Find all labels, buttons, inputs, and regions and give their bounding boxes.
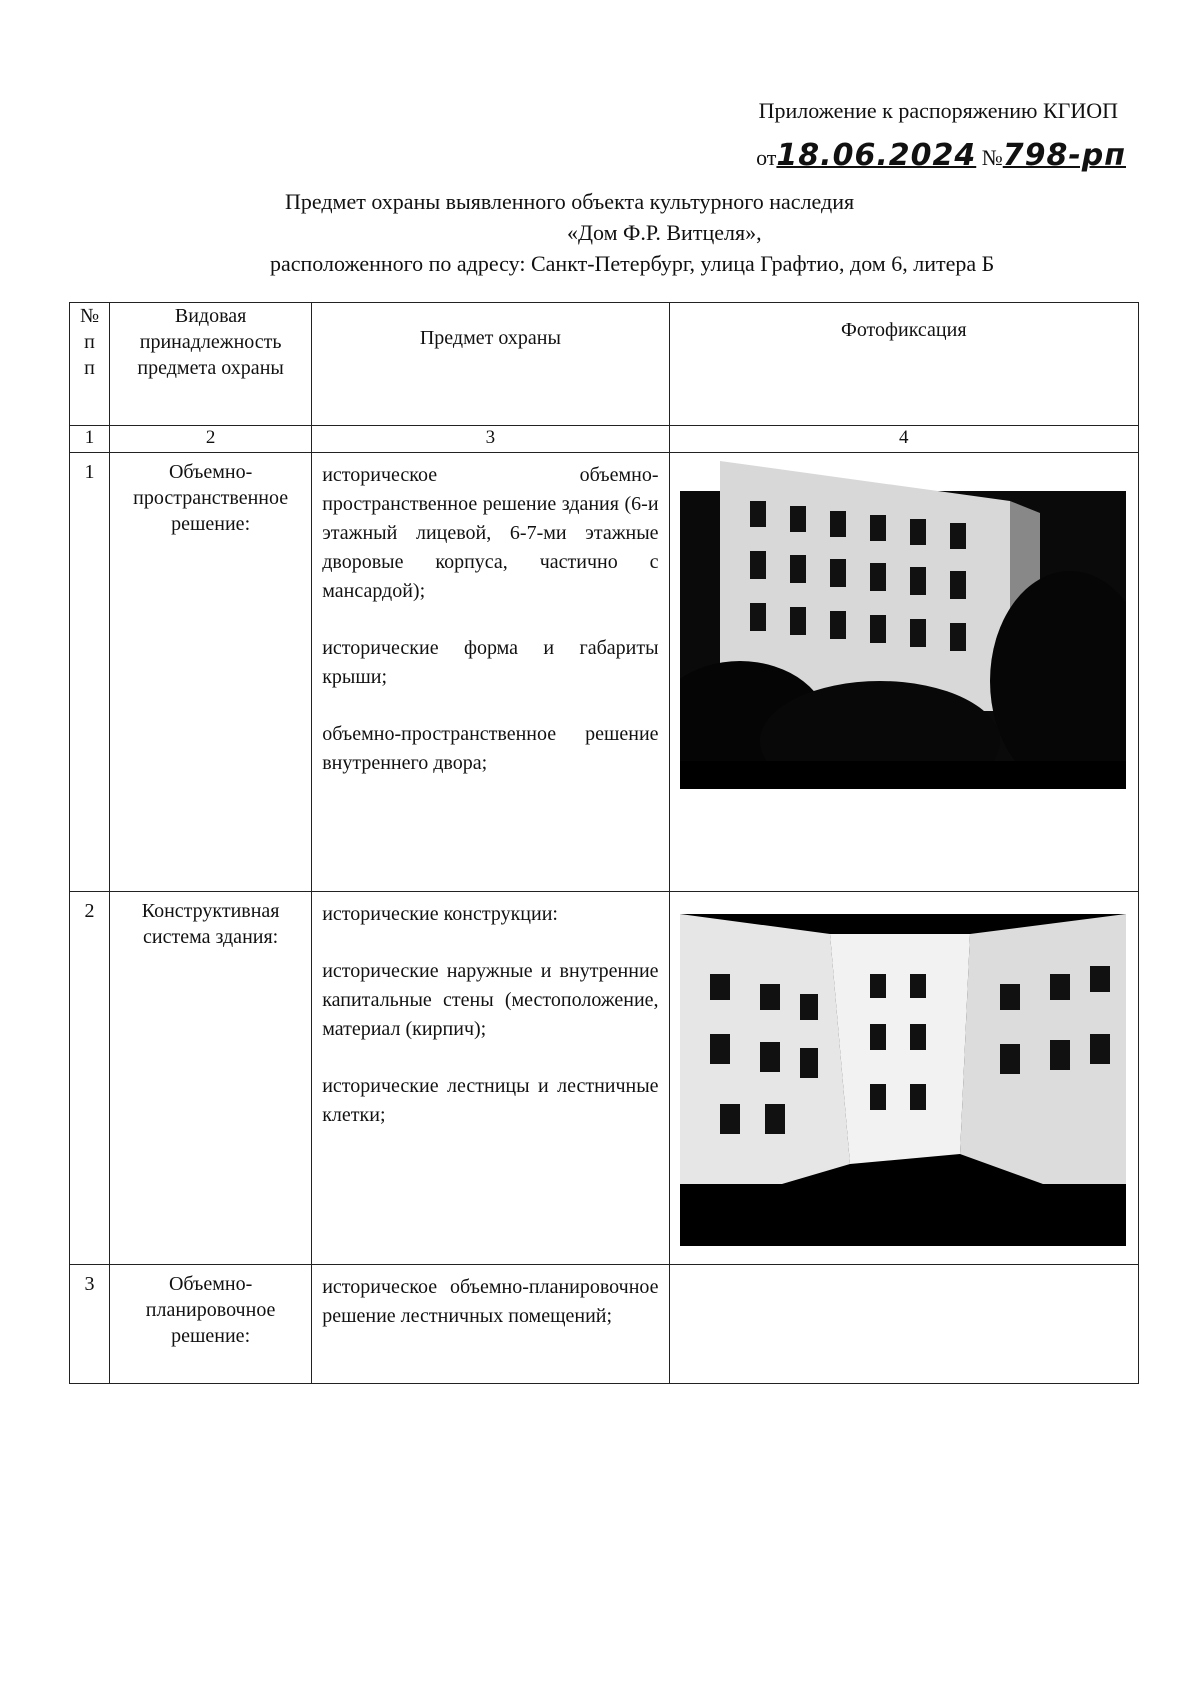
row-photo-cell (669, 892, 1138, 1265)
header-subject: Предмет охраны (312, 303, 669, 426)
table-row (70, 453, 1139, 892)
header-kind: Видовая принадлежность предмета охраны (110, 303, 312, 426)
header-num-line: п (84, 331, 95, 353)
row-number: 2 (70, 892, 110, 1265)
row-kind: Объемно-планировочное решение: (110, 1265, 312, 1384)
row-kind: Объемно-пространственное решение: (110, 453, 312, 892)
subject-item: историческое объемно-планировочное решение лестничных помещений; (322, 1276, 659, 1327)
subject-item: исторические наружные и внутренние капитальные стены (местоположение, материал (кирпич); (322, 960, 659, 1040)
subject-item: исторические форма и габариты крыши; (322, 637, 659, 688)
number-prefix: № (981, 145, 1003, 170)
subject-item: исторические лестницы и лестничные клетки; (322, 1075, 659, 1126)
column-number: 4 (669, 426, 1138, 453)
title-line-1: Предмет охраны выявленного объекта культурного наследия (285, 189, 855, 214)
order-date: 18.06.2024 (776, 138, 977, 173)
order-number: 798-рп (1002, 138, 1126, 173)
row-subject (312, 1265, 669, 1384)
table-header-row (70, 303, 1139, 426)
header-num-line: п (84, 357, 95, 379)
row-kind: Конструктивная система здания: (110, 892, 312, 1265)
order-reference (756, 138, 1126, 173)
row-number: 3 (70, 1265, 110, 1384)
title-line-3: расположенного по адресу: Санкт-Петербург, улица Графтио, дом 6, литера Б (270, 251, 995, 276)
row-subject (312, 453, 669, 892)
subject-item: объемно-пространственное решение внутреннего двора; (322, 723, 659, 774)
protection-subject-table (69, 302, 1139, 1384)
header-num (70, 303, 110, 426)
row-number: 1 (70, 453, 110, 892)
header-photo: Фотофиксация (669, 303, 1138, 426)
subject-item: историческое объемно-пространственное решение здания (6-и этажный лицевой, 6-7-ми этажные дворовые корпуса, частично с мансардой); (322, 464, 659, 602)
courtyard-photo (680, 914, 1126, 1246)
column-number: 2 (110, 426, 312, 453)
from-prefix: от (756, 145, 777, 170)
column-number: 1 (70, 426, 110, 453)
facade-photo (680, 461, 1126, 789)
title-line-2: «Дом Ф.Р. Витцеля», (567, 220, 762, 245)
table-row (70, 1265, 1139, 1384)
subject-item: исторические конструкции: (322, 903, 558, 925)
column-number: 3 (312, 426, 669, 453)
table-row (70, 892, 1139, 1265)
row-subject (312, 892, 669, 1265)
appendix-label: Приложение к распоряжению КГИОП (758, 98, 1118, 123)
row-photo-cell (669, 1265, 1138, 1384)
row-photo-cell (669, 453, 1138, 892)
column-number-row (70, 426, 1139, 453)
header-num-line: № (79, 305, 100, 327)
